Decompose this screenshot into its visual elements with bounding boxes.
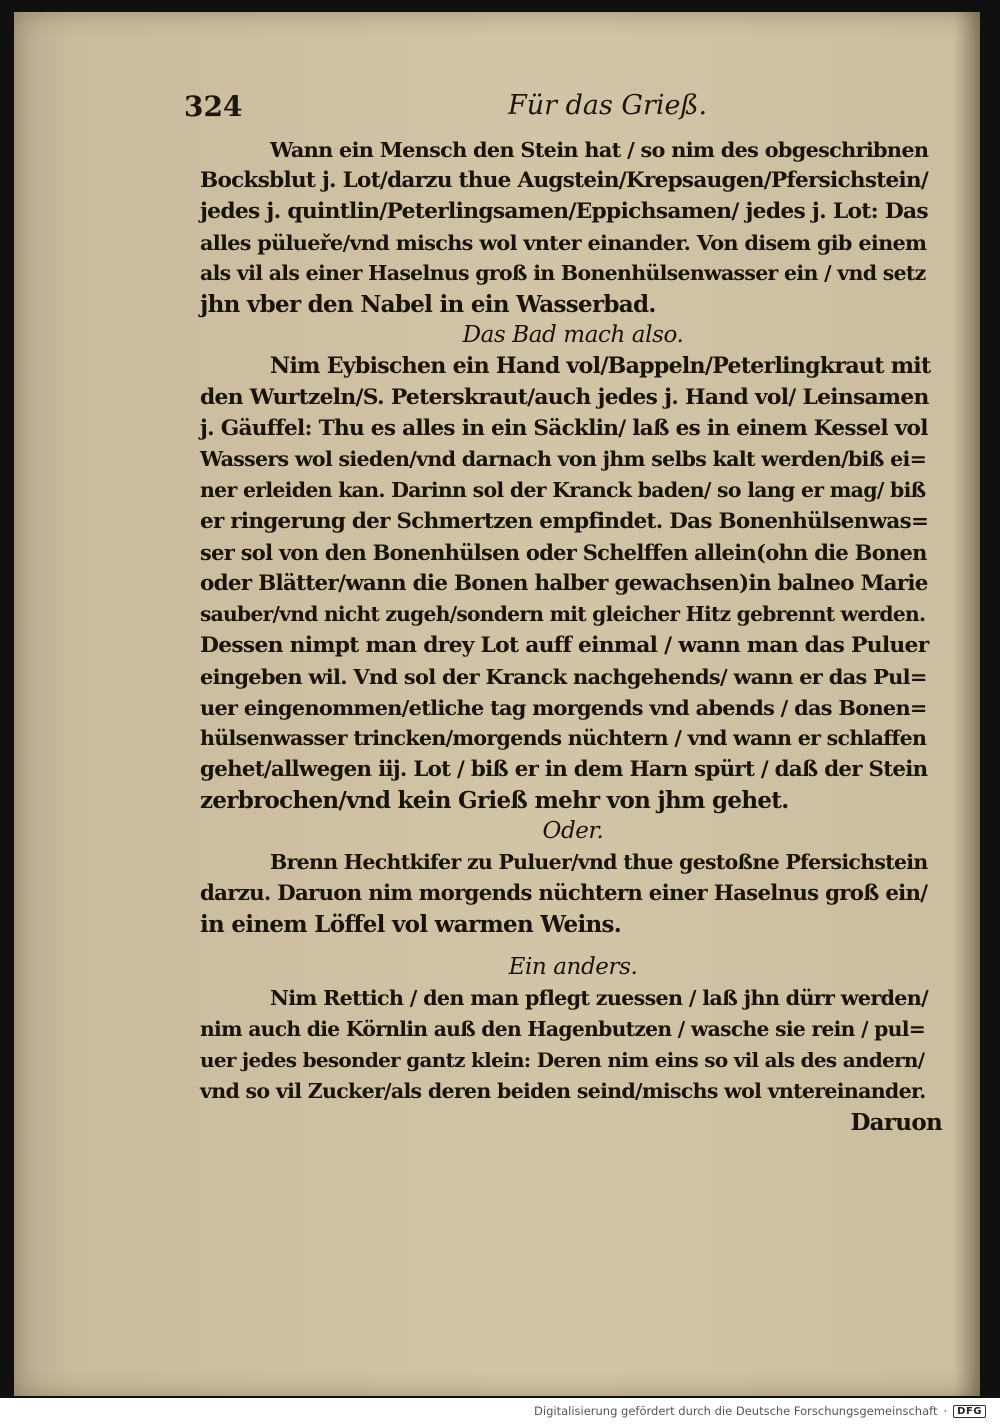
text-line: j. Gäuffel: Thu es alles in ein Säcklin/ laß es in einem Kessel vol [200,416,928,441]
section-heading: Das Bad mach also. [462,322,684,348]
page-number: 324 [184,90,243,123]
section-heading: Ein anders. [508,954,638,980]
text-block [200,134,946,1138]
page-gutter-shadow [954,12,980,1396]
paragraph-4 [200,983,946,1107]
book-page [14,12,980,1396]
text-line: alles pülueře/vnd mischs wol vnter einander. Von disem gib einem [200,230,927,255]
paragraph-3 [200,847,946,940]
text-line: uer jedes besonder gantz klein: Deren nim eins so vil als des andern/ [200,1048,925,1072]
paragraph-1 [200,134,946,320]
text-line: Nim Eybischen ein Hand vol/Bappeln/Peterlingkraut mit [270,353,931,379]
text-line: Wassers wol sieden/vnd darnach von jhm selbs kalt werden/biß ei= [200,447,927,471]
catchword: Daruon [850,1109,942,1136]
text-line: ser sol von den Bonenhülsen oder Schelffen allein(ohn die Bonen [200,540,927,565]
text-line: Nim Rettich / den man pflegt zuessen / laß jhn dürr werden/ [270,986,928,1010]
paragraph-2 [200,351,946,816]
credit-text: Digitalisierung gefördert durch die Deutsche Forschungsgemeinschaft [534,1404,938,1418]
text-line: Dessen nimpt man drey Lot auff einmal / wann man das Puluer [200,633,929,658]
text-line: ner erleiden kan. Darinn sol der Kranck baden/ so lang er mag/ biß [200,478,926,502]
text-line: jhn vber den Nabel in ein Wasserbad. [200,291,656,318]
digitization-credit: Digitalisierung gefördert durch die Deutsche Forschungsgemeinschaft · DFG [534,1402,986,1420]
text-line: vnd so vil Zucker/als deren beiden seind/mischs wol vntereinander. [200,1079,926,1103]
text-line: Brenn Hechtkifer zu Puluer/vnd thue gestoßne Pfersichstein [270,850,928,874]
text-line: oder Blätter/wann die Bonen halber gewachsen)in balneo Marie [200,571,928,596]
text-line: nim auch die Körnlin auß den Hagenbutzen / wasche sie rein / pul= [200,1017,926,1041]
text-line: hülsenwasser trincken/morgends nüchtern / vnd wann er schlaffen [200,726,927,750]
text-line: gehet/allwegen iij. Lot / biß er in dem Harn spürt / daß der Stein [200,757,928,782]
text-line: den Wurtzeln/S. Peterskraut/auch jedes j. Hand vol/ Leinsamen [200,385,929,410]
spacer [200,940,946,952]
dfg-logo-icon: DFG [953,1405,986,1418]
running-head: Für das Grieß. [508,90,708,121]
text-line: darzu. Daruon nim morgends nüchtern einer Haselnus groß ein/ [200,881,928,906]
text-line: zerbrochen/vnd kein Grieß mehr von jhm gehet. [200,787,789,814]
page-header [14,90,980,130]
text-line: eingeben wil. Vnd sol der Kranck nachgehends/ wann er das Pul= [200,664,927,689]
text-line: als vil als einer Haselnus groß in Bonenhülsenwasser ein / vnd setz [200,261,926,285]
text-line: in einem Löffel vol warmen Weins. [200,911,622,938]
text-line: er ringerung der Schmertzen empfindet. Das Bonenhülsenwas= [200,509,929,534]
text-line: jedes j. quintlin/Peterlingsamen/Eppichsamen/ jedes j. Lot: Das [200,199,928,224]
text-line: Wann ein Mensch den Stein hat / so nim des obgeschribnen [270,137,929,162]
text-line: uer eingenommen/etliche tag morgends vnd abends / das Bonen= [200,695,927,720]
text-line: Bocksblut j. Lot/darzu thue Augstein/Krepsaugen/Pfersichstein/ [200,168,929,193]
section-heading: Oder. [542,818,604,844]
text-line: sauber/vnd nicht zugeh/sondern mit gleicher Hitz gebrennt werden. [200,602,926,626]
